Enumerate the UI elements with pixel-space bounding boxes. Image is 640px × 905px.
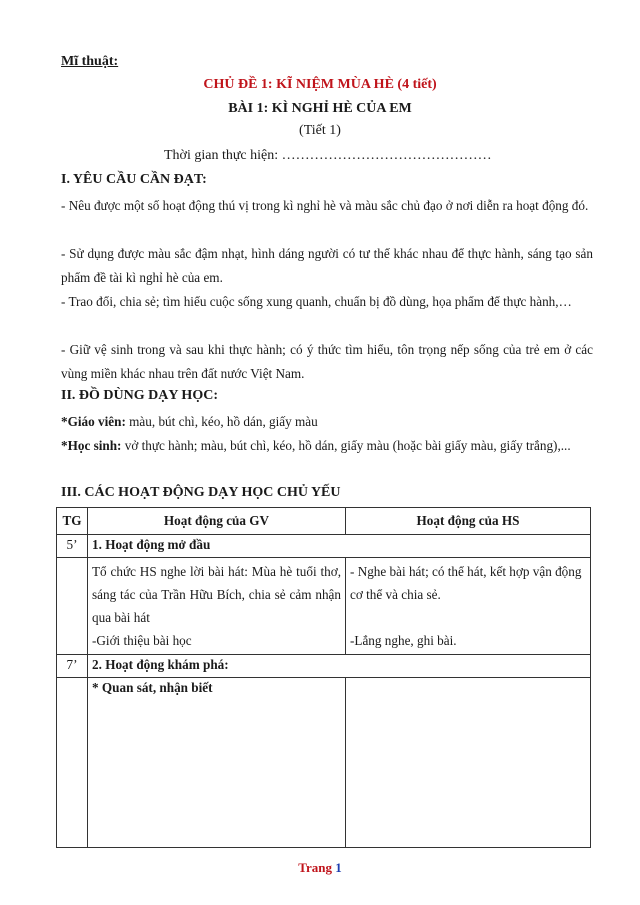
time-cell-empty: [57, 558, 88, 655]
column-header-hs: Hoạt động của HS: [346, 508, 591, 535]
student-materials: vở thực hành; màu, bút chì, kéo, hồ dán, giấy màu (hoặc bài giấy màu, giấy trắng),...: [121, 438, 571, 453]
page-label: Trang: [298, 860, 332, 875]
table-row: [57, 535, 591, 558]
table-row: [57, 558, 591, 655]
teacher-label: *Giáo viên:: [61, 414, 126, 429]
hs-activity-text-2: -Lắng nghe, ghi bài.: [350, 633, 457, 648]
hs-activity-cell: [346, 558, 591, 655]
time-cell: 5’: [57, 535, 88, 558]
teacher-materials: màu, bút chì, kéo, hồ dán, giấy màu: [125, 414, 318, 429]
period-label: (Tiết 1): [299, 123, 341, 138]
materials-teacher: [61, 410, 593, 434]
subject-label: Mĩ thuật:: [61, 54, 119, 69]
gv-activity-cell: [88, 558, 346, 655]
page-footer: [0, 860, 640, 876]
column-header-tg: TG: [57, 508, 88, 535]
requirement-item-3: - Trao đổi, chia sẻ; tìm hiểu cuộc sống xung quanh, chuẩn bị đồ dùng, họa phẩm để thực hành,…: [61, 294, 572, 309]
requirement-item-1: - Nêu được một số hoạt động thú vị trong kì nghỉ hè và màu sắc chủ đạo ở nơi diễn ra hoạt động đó.: [61, 198, 589, 213]
time-line: Thời gian thực hiện: ………………………………………: [164, 148, 492, 163]
activity-title-cell: 2. Hoạt động khám phá:: [88, 655, 591, 678]
activities-table: [56, 507, 591, 848]
page-number: 1: [335, 860, 342, 875]
time-cell: 7’: [57, 655, 88, 678]
section-materials-heading: II. ĐỒ DÙNG DẠY HỌC:: [61, 388, 218, 403]
section-requirements-heading: I. YÊU CẦU CẦN ĐẠT:: [61, 172, 207, 187]
student-label: *Học sinh:: [61, 438, 122, 453]
column-header-gv: Hoạt động của GV: [88, 508, 346, 535]
table-header-row: [57, 508, 591, 535]
hs-activity-text-1: - Nghe bài hát; có thể hát, kết hợp vận động cơ thể và chia sẻ.: [350, 564, 582, 602]
topic-title: CHỦ ĐỀ 1: KĨ NIỆM MÙA HÈ (4 tiết): [203, 77, 437, 92]
section-activities-heading: III. CÁC HOẠT ĐỘNG DẠY HỌC CHỦ YẾU: [61, 485, 341, 500]
table-row: [57, 655, 591, 678]
requirement-item-2: - Sử dụng được màu sắc đậm nhạt, hình dáng người có tư thế khác nhau để thực hành, sáng tạo sản phẩm đề tài kì nghỉ hè của em.: [61, 246, 593, 285]
activity-title-cell: 1. Hoạt động mở đầu: [88, 535, 591, 558]
requirement-item-4: - Giữ vệ sinh trong và sau khi thực hành; có ý thức tìm hiểu, tôn trọng nếp sống của trẻ em ở các vùng miền khác nhau trên đất nước Việt Nam.: [61, 342, 593, 381]
time-cell-empty: [57, 678, 88, 848]
gv-activity-text-1: Tổ chức HS nghe lời bài hát: Mùa hè tuổi thơ, sáng tác của Trần Hữu Bích, chia sẻ cảm nhận qua bài hát: [92, 564, 341, 625]
hs-activity-cell-empty: [346, 678, 591, 848]
materials-student: [61, 434, 593, 458]
lesson-title: BÀI 1: KÌ NGHỈ HÈ CỦA EM: [228, 101, 412, 116]
gv-activity-cell: * Quan sát, nhận biết: [88, 678, 346, 848]
gv-activity-text-2: -Giới thiệu bài học: [92, 633, 192, 648]
table-row: [57, 678, 591, 848]
